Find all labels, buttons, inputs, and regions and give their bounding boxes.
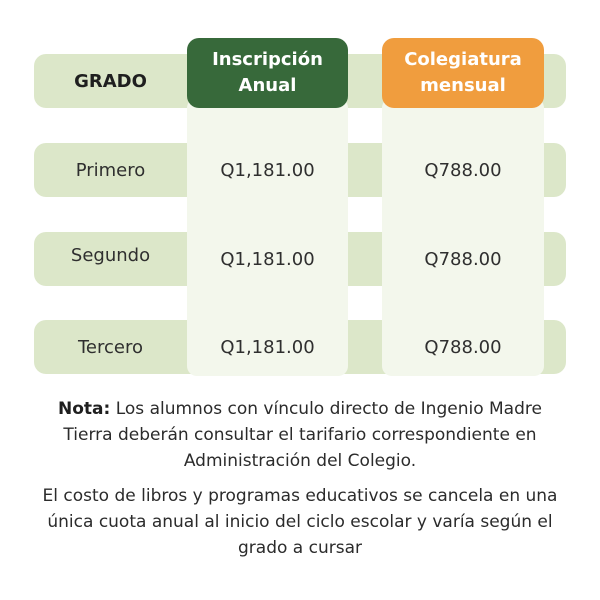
inscription-header-line2: Anual (238, 75, 297, 96)
footer-paragraph: El costo de libros y programas educativos se cancela en una única cuota anual al inicio del ciclo escolar y varía según el grado a cursar (42, 486, 558, 558)
tuition-header-line2: mensual (420, 75, 506, 96)
note-paragraph (40, 396, 560, 474)
note-text: Los alumnos con vínculo directo de Ingenio Madre Tierra deberán consultar el tarifario correspondiente en Administración del Colegio. (63, 399, 542, 471)
inscription-cell: Q1,181.00 (220, 248, 315, 270)
inscription-cell: Q1,181.00 (220, 159, 315, 181)
grade-cell: Tercero (77, 336, 143, 358)
tuition-cell: Q788.00 (424, 248, 502, 270)
inscription-header (187, 38, 348, 108)
grade-header: GRADO (74, 70, 147, 92)
tuition-cell: Q788.00 (424, 336, 502, 358)
inscription-header-line1: Inscripción (212, 49, 323, 70)
note-label: Nota: (58, 399, 111, 419)
grade-cell: Primero (75, 159, 146, 181)
tuition-cell: Q788.00 (424, 159, 502, 181)
grade-cell: Segundo (70, 244, 151, 266)
tuition-header-line1: Colegiatura (404, 49, 522, 70)
tuition-header (382, 38, 544, 108)
inscription-cell: Q1,181.00 (220, 336, 315, 358)
